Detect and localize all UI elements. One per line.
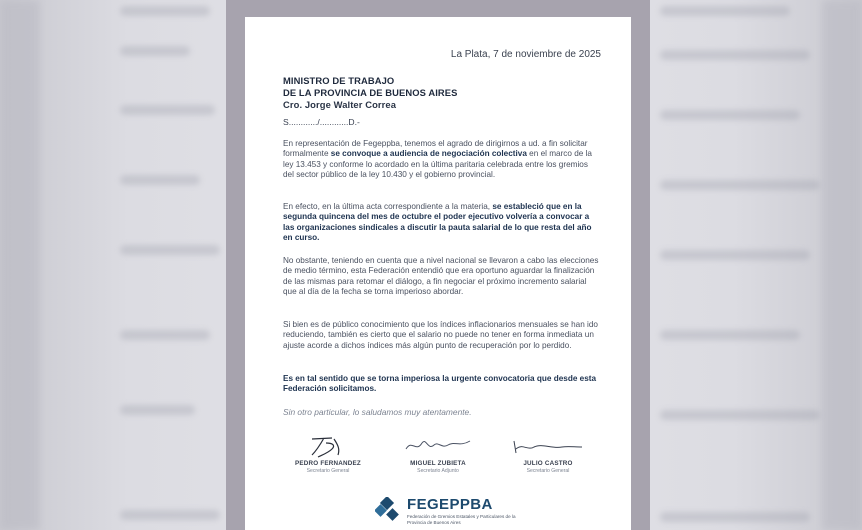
signature-1-scribble bbox=[298, 435, 358, 459]
recipient-name: Cro. Jorge Walter Correa bbox=[283, 99, 397, 110]
bg-blur-line bbox=[120, 510, 220, 520]
bg-blur-line bbox=[660, 410, 820, 420]
recipient-institution: DE LA PROVINCIA DE BUENOS AIRES bbox=[283, 87, 458, 98]
signature-2-role: Secretario Adjunto bbox=[417, 468, 459, 474]
paragraph-5-emphasis: Es en tal sentido que se torna imperiosa la urgente convocatoria que desde esta Federación solicitamos. bbox=[283, 374, 597, 394]
letter-date: La Plata, 7 de noviembre de 2025 bbox=[450, 49, 601, 60]
bg-blur-line bbox=[660, 180, 820, 190]
paragraph-1 bbox=[283, 139, 601, 180]
fegeppba-logo-mark-icon bbox=[375, 497, 401, 523]
signature-2-name: MIGUEL ZUBIETA bbox=[410, 460, 466, 467]
recipient-title: MINISTRO DE TRABAJO bbox=[283, 75, 395, 86]
paragraph-5 bbox=[283, 374, 601, 395]
bg-blur-line bbox=[120, 46, 190, 56]
signature-3-scribble bbox=[508, 435, 588, 459]
paragraph-2-emphasis: se estableció que en la segunda quincena del mes de octubre el poder ejecutivo volvería a convocar a las organizaciones sindicales a discutir la pauta salarial de lo que resta del año en curso. bbox=[283, 202, 592, 242]
bg-blur-line bbox=[120, 6, 210, 16]
bg-blur-line bbox=[660, 250, 810, 260]
signature-1-role: Secretario General bbox=[306, 468, 350, 474]
paragraph-1-emphasis: se convoque a audiencia de negociación colectiva bbox=[330, 149, 527, 159]
salutation: S............/............D.- bbox=[283, 117, 360, 127]
paragraph-1-text-end: en el marco de la ley 13.453 y conforme lo acordado en la última paritaria celebrada entre los gremios del sector público de la ley 10.430 y el gobierno provincial. bbox=[283, 149, 592, 179]
bg-blur-line bbox=[120, 175, 200, 185]
signature-3-role: Secretario General bbox=[526, 468, 570, 474]
paragraph-1-text: En representación de Fegeppba, tenemos el agrado de dirigirnos a ud. a fin solicitar formalmente bbox=[283, 139, 588, 159]
bg-blur-line bbox=[660, 512, 810, 522]
signature-3-name: JULIO CASTRO bbox=[523, 460, 573, 467]
paragraph-2 bbox=[283, 202, 601, 243]
background-edge-right bbox=[822, 0, 862, 530]
sign-off: Sin otro particular, lo saludamos muy atentamente. bbox=[283, 407, 472, 417]
bg-blur-line bbox=[660, 50, 810, 60]
logo-subtitle: Federación de Gremios Estatales y Particulares de la Provincia de Buenos Aires bbox=[407, 514, 516, 525]
fegeppba-logo bbox=[375, 497, 527, 525]
signature-2-scribble bbox=[398, 435, 478, 459]
bg-blur-line bbox=[120, 245, 220, 255]
bg-blur-line bbox=[660, 110, 800, 120]
letter-page bbox=[245, 17, 631, 530]
bg-blur-line bbox=[120, 330, 210, 340]
paragraph-3: No obstante, teniendo en cuenta que a nivel nacional se llevaron a cabo las elecciones de medio término, esta Federación entendió que era oportuno aguardar la finalización de las mismas para retomar el diálogo, a fin negociar el próximo incremento salarial que al día de la fecha se torna imperioso abordar. bbox=[283, 256, 599, 296]
logo-name: FEGEPPBA bbox=[407, 496, 493, 513]
paragraph-4: Si bien es de público conocimiento que los índices inflacionarios mensuales se han ido reduciendo, también es cierto que el salario no puede no tener en forma inmediata un ajuste acorde a dichos índices más algún punto de recuperación por lo perdido. bbox=[283, 320, 598, 350]
signature-block-1 bbox=[273, 435, 383, 474]
bg-blur-line bbox=[120, 405, 195, 415]
bg-blur-line bbox=[660, 6, 790, 16]
signature-block-3 bbox=[493, 435, 603, 474]
signature-block-2 bbox=[383, 435, 493, 474]
background-edge-left bbox=[0, 0, 40, 530]
bg-blur-line bbox=[120, 105, 215, 115]
signature-1-name: PEDRO FERNANDEZ bbox=[295, 460, 361, 467]
recipient-block bbox=[283, 75, 457, 111]
paragraph-2-text: En efecto, en la última acta correspondiente a la materia, bbox=[283, 202, 493, 211]
bg-blur-line bbox=[660, 330, 800, 340]
